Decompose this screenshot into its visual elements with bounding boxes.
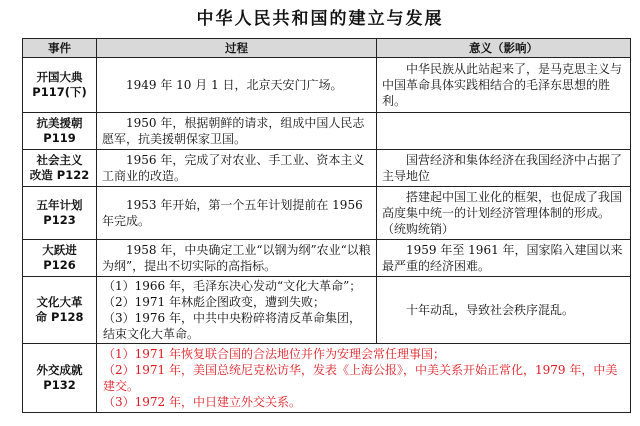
- table-row: [23, 113, 631, 150]
- process-cell: [97, 277, 377, 344]
- event-page: P119: [43, 131, 76, 145]
- event-name: 开国大典: [36, 70, 83, 84]
- event-name: 五年计划: [36, 198, 83, 212]
- process-item: （2）1971 年林彪企图政变，遭到失败；: [103, 295, 325, 309]
- meaning-cell: 1959 年至 1961 年，国家陷入建国以来最严重的经济困难。: [377, 240, 631, 277]
- event-name: 外交成就: [36, 363, 83, 377]
- process-cell: 1958 年，中央确定工业“以钢为纲”农业“以粮为纲”，提出不切实际的高指标。: [97, 240, 377, 277]
- meaning-cell: 搭建起中国工业化的框架，也促成了我国高度集中统一的计划经济管理体制的形成。（统购统销）: [377, 187, 631, 240]
- header-meaning: 意义（影响）: [377, 39, 631, 58]
- event-name: 社会主义: [36, 153, 83, 167]
- event-cell: [23, 344, 97, 413]
- event-cell: [23, 150, 97, 187]
- event-cell: [23, 187, 97, 240]
- event-page: P117(下): [32, 85, 87, 99]
- event-page: 改造 P122: [29, 168, 90, 182]
- event-page: P126: [43, 258, 76, 272]
- meaning-cell: 国营经济和集体经济在我国经济中占据了主导地位: [377, 150, 631, 187]
- table-row: [23, 240, 631, 277]
- meaning-cell: 十年动乱，导致社会秩序混乱。: [377, 277, 631, 344]
- header-row: [23, 39, 631, 58]
- history-table: [22, 38, 631, 413]
- event-cell: [23, 240, 97, 277]
- event-page: P123: [43, 213, 76, 227]
- header-process: 过程: [97, 39, 377, 58]
- table-row: [23, 150, 631, 187]
- process-cell: 1953 年开始，第一个五年计划提前在 1956 年完成。: [97, 187, 377, 240]
- event-cell: [23, 277, 97, 344]
- meaning-cell: [377, 113, 631, 150]
- diplomacy-item: （1）1971 年恢复联合国的合法地位并作为安理会常任理事国；: [103, 347, 445, 361]
- event-name: 文化大革: [36, 295, 83, 309]
- header-event: 事件: [23, 39, 97, 58]
- page-title: 中华人民共和国的建立与发展: [196, 9, 444, 29]
- process-cell: 1949 年 10 月 1 日，北京天安门广场。: [97, 58, 377, 113]
- event-cell: [23, 113, 97, 150]
- meaning-cell: 中华民族从此站起来了，是马克思主义与中国革命具体实践相结合的毛泽东思想的胜利。: [377, 58, 631, 113]
- table-row: [23, 277, 631, 344]
- diplomacy-cell: [97, 344, 631, 413]
- diplomacy-item: （2）1971 年，美国总统尼克松访华，发表《上海公报》，中美关系开始正常化，1979 年，中美建交。: [103, 363, 618, 393]
- table-row: [23, 344, 631, 413]
- event-page: P132: [43, 378, 76, 392]
- process-item: （3）1976 年，中共中央粉碎将清反革命集团，结束文化大革命。: [103, 311, 361, 341]
- table-row: [23, 58, 631, 113]
- event-page: 命 P128: [35, 310, 84, 324]
- event-cell: [23, 58, 97, 113]
- table-row: [23, 187, 631, 240]
- process-cell: 1950 年，根据朝鲜的请求，组成中国人民志愿军，抗美援朝保家卫国。: [97, 113, 377, 150]
- diplomacy-item: （3）1972 年，中日建立外交关系。: [103, 395, 301, 409]
- event-name: 大跃进: [42, 243, 77, 257]
- event-name: 抗美援朝: [36, 116, 83, 130]
- process-item: （1）1966 年，毛泽东决心发动“文化大革命”；: [103, 279, 362, 293]
- process-cell: 1956 年，完成了对农业、手工业、资本主义工商业的改造。: [97, 150, 377, 187]
